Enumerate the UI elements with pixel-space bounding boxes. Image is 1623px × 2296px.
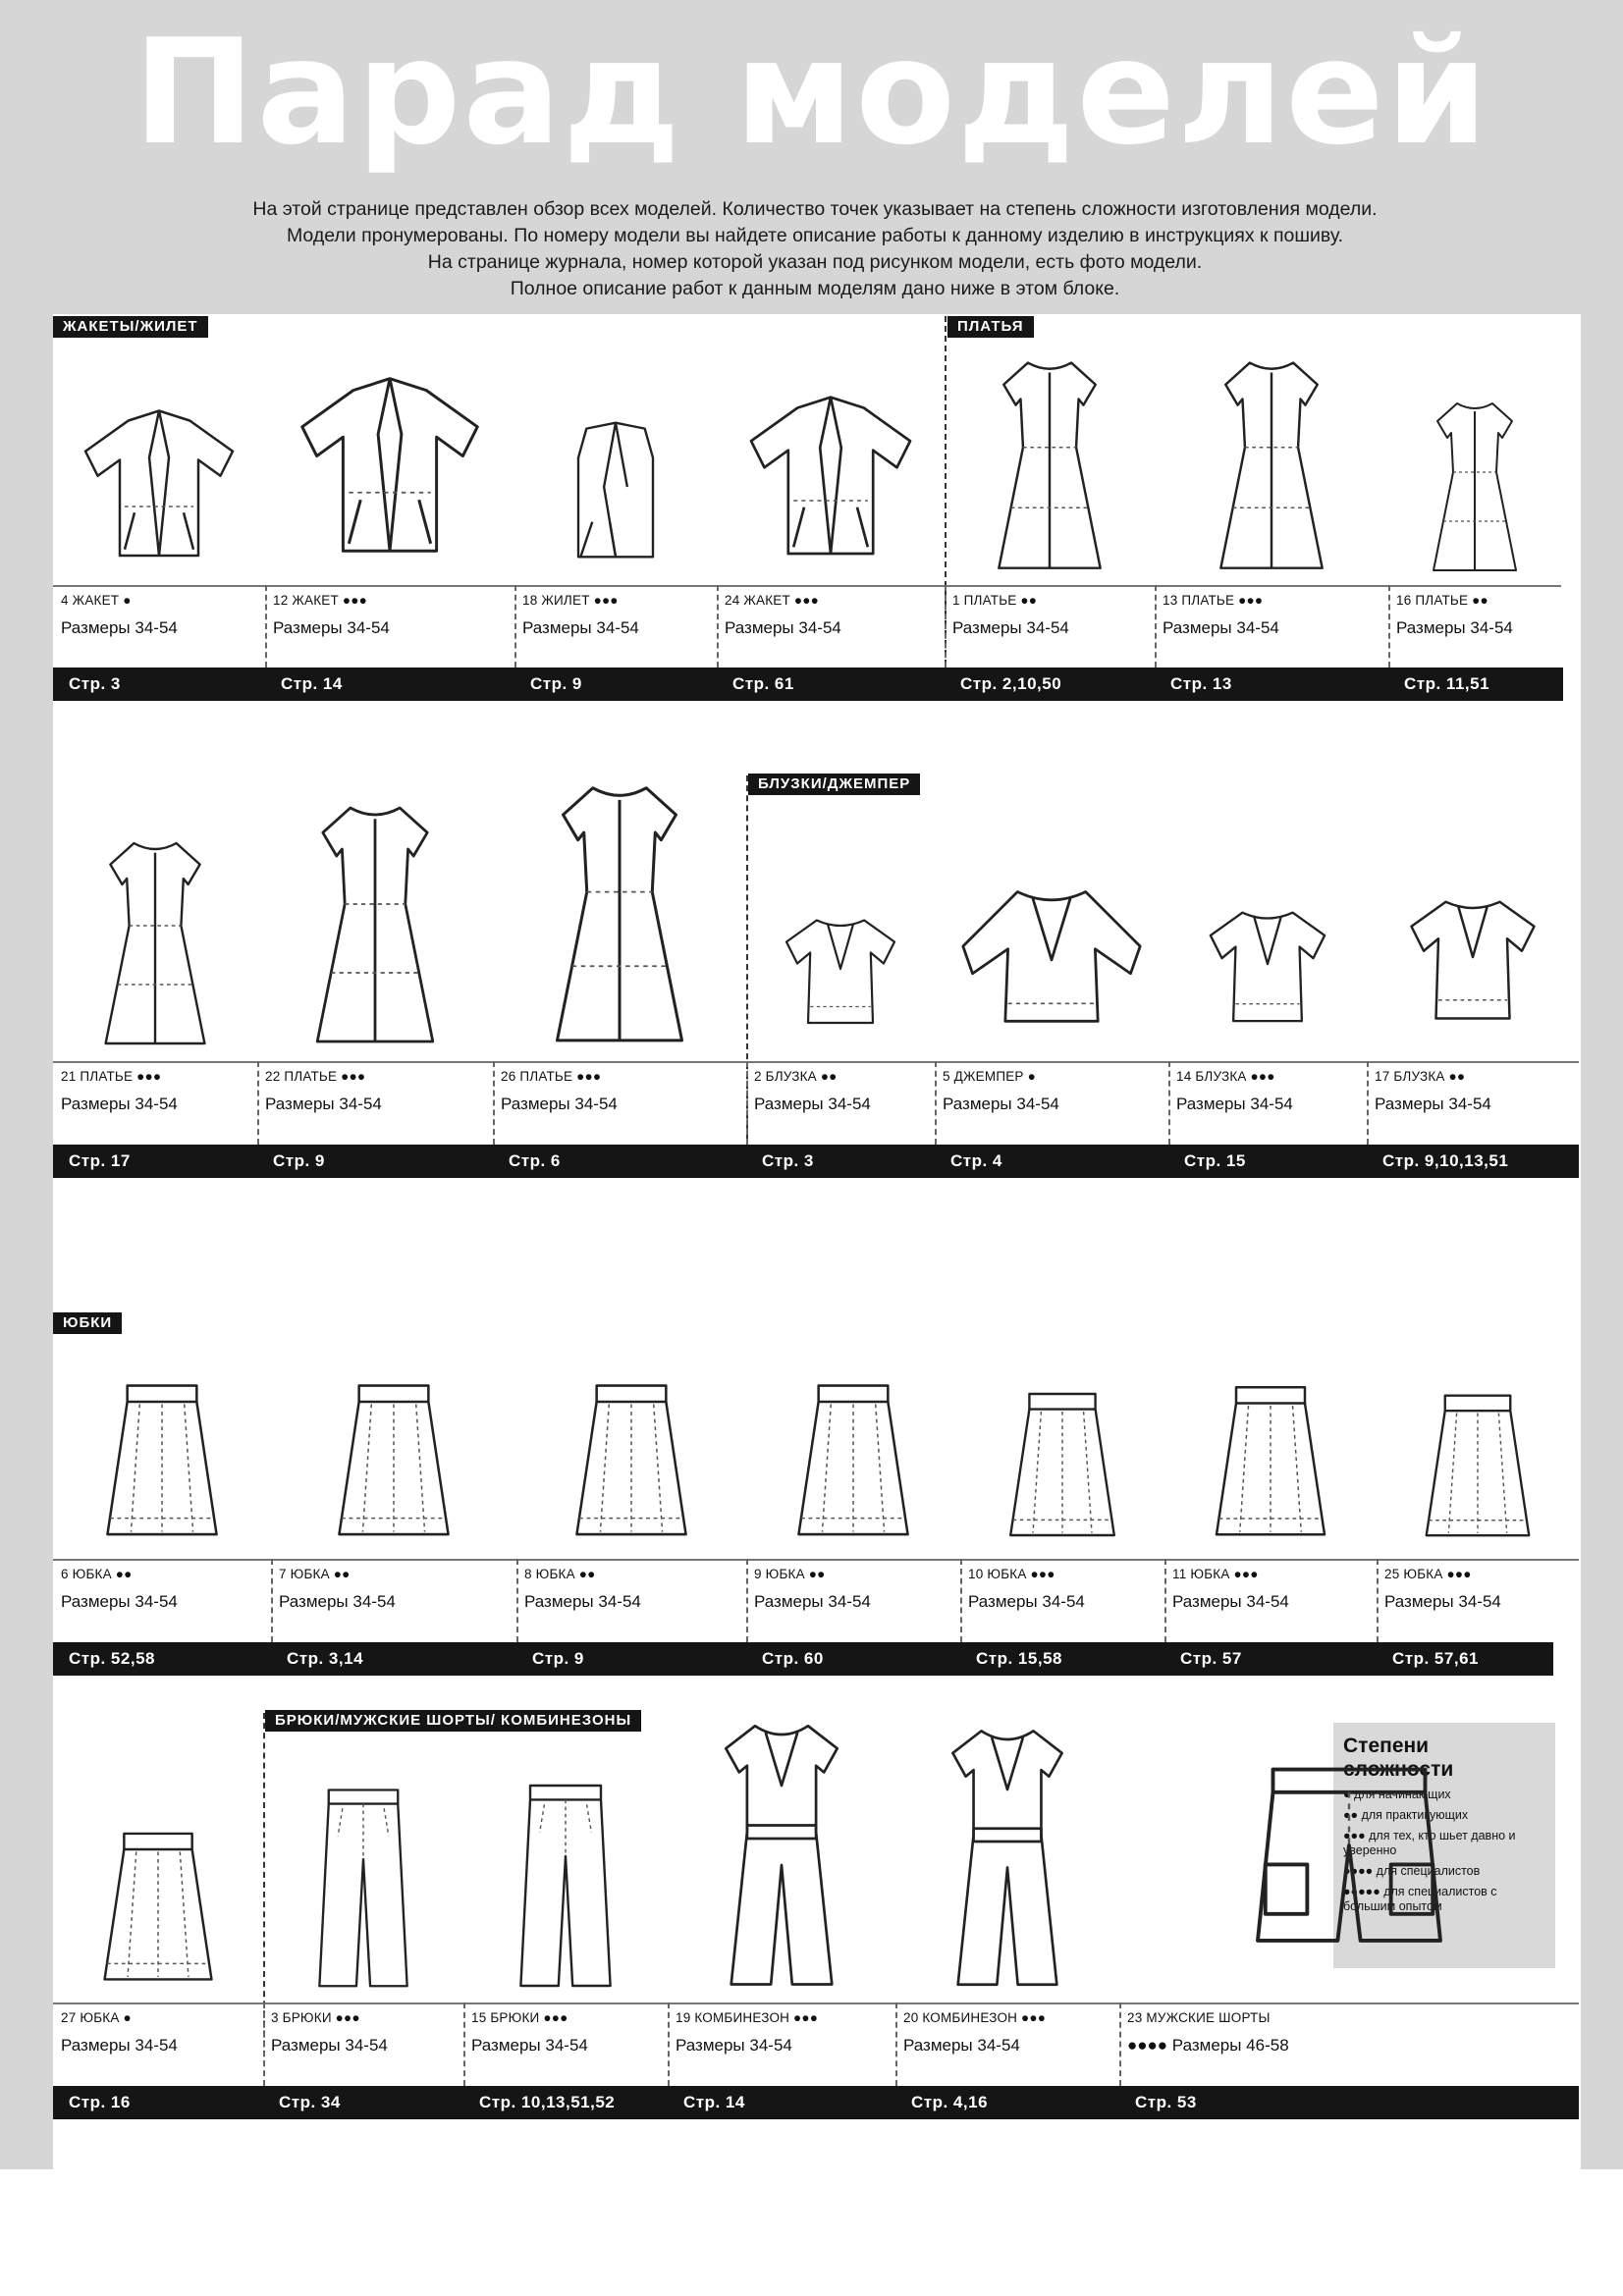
- cell-divider: [945, 585, 947, 667]
- cell-divider: [1168, 1061, 1170, 1145]
- page-reference: Стр. 53: [1135, 2093, 1197, 2111]
- model-name: 11 ЮБКА ●●●: [1172, 1567, 1259, 1581]
- cell-divider: [493, 1061, 495, 1145]
- model-sizes: Размеры 34-54: [471, 2036, 588, 2055]
- page-reference: Стр. 17: [69, 1151, 131, 1170]
- cell-divider: [935, 1061, 937, 1145]
- page-reference: Стр. 10,13,51,52: [479, 2093, 616, 2111]
- model-name: 3 БРЮКИ ●●●: [271, 2010, 360, 2025]
- model-sizes: Размеры 34-54: [754, 1592, 871, 1611]
- model-name: 22 ПЛАТЬЕ ●●●: [265, 1069, 366, 1084]
- dress-sketch: [1163, 339, 1380, 580]
- model-sizes: Размеры 34-54: [952, 618, 1069, 637]
- model-sizes: Размеры 34-54: [522, 618, 639, 637]
- cell-divider: [895, 2002, 897, 2086]
- legend-item: ● для начинающих: [1343, 1788, 1451, 1801]
- model-name: 14 БЛУЗКА ●●●: [1176, 1069, 1275, 1084]
- skirt-sketch: [1172, 1355, 1369, 1553]
- model-sizes: Размеры 34-54: [271, 2036, 388, 2055]
- blouse-sketch: [754, 756, 927, 1055]
- shorts-sketch: [1127, 1693, 1571, 1998]
- cell-divider: [1367, 1061, 1369, 1145]
- model-name: 8 ЮБКА ●●: [524, 1567, 596, 1581]
- model-sizes: Размеры 34-54: [1176, 1095, 1293, 1113]
- model-name: 19 КОМБИНЕЗОН ●●●: [676, 2010, 819, 2025]
- jumper-sketch: [943, 756, 1161, 1055]
- model-name: 1 ПЛАТЬЕ ●●: [952, 593, 1038, 608]
- model-sizes: Размеры 34-54: [968, 1592, 1085, 1611]
- skirt-sketch: [524, 1355, 738, 1553]
- row-rule: [53, 1061, 1579, 1063]
- page-ref-bar: [53, 1642, 1553, 1676]
- model-name: 4 ЖАКЕТ ●: [61, 593, 132, 608]
- model-sizes: ●●●● Размеры 46-58: [1127, 2036, 1289, 2055]
- category-label-skirts: ЮБКИ: [53, 1312, 122, 1334]
- jacket-sketch: [725, 339, 937, 580]
- page-reference: Стр. 4,16: [911, 2093, 989, 2111]
- page-reference: Стр. 14: [683, 2093, 745, 2111]
- cell-divider: [514, 585, 516, 667]
- page-reference: Стр. 13: [1170, 674, 1232, 693]
- dress-sketch: [265, 756, 485, 1055]
- page-reference: Стр. 3: [762, 1151, 814, 1170]
- model-sizes: Размеры 34-54: [61, 1095, 178, 1113]
- page-title: Парад моделей: [133, 8, 1490, 177]
- page-reference: Стр. 9: [530, 674, 582, 693]
- model-sizes: Размеры 34-54: [61, 2036, 178, 2055]
- page-reference: Стр. 57,61: [1392, 1649, 1479, 1668]
- model-sizes: Размеры 34-54: [1163, 618, 1279, 637]
- cell-divider: [668, 2002, 670, 2086]
- category-label-blouses: БЛУЗКИ/ДЖЕМПЕР: [748, 774, 920, 795]
- model-name: 17 БЛУЗКА ●●: [1375, 1069, 1466, 1084]
- cell-divider: [463, 2002, 465, 2086]
- trousers-sketch: [471, 1693, 660, 1998]
- page-reference: Стр. 11,51: [1404, 674, 1490, 693]
- skirt-sketch: [279, 1355, 509, 1553]
- model-name: 27 ЮБКА ●: [61, 2010, 132, 2025]
- model-name: 23 МУЖСКИЕ ШОРТЫ: [1127, 2010, 1271, 2025]
- page-reference: Стр. 14: [281, 674, 343, 693]
- page-reference: Стр. 3: [69, 674, 121, 693]
- model-name: 18 ЖИЛЕТ ●●●: [522, 593, 619, 608]
- cell-divider: [265, 585, 267, 667]
- blouse-sketch: [1176, 756, 1359, 1055]
- vest-sketch: [522, 339, 709, 580]
- model-name: 5 ДЖЕМПЕР ●: [943, 1069, 1036, 1084]
- page-reference: Стр. 9: [532, 1649, 584, 1668]
- model-sizes: Размеры 34-54: [501, 1095, 618, 1113]
- model-name: 15 БРЮКИ ●●●: [471, 2010, 568, 2025]
- legend-item: ●●●●● для специалистов с большим опытом: [1343, 1885, 1497, 1913]
- category-label-dresses: ПЛАТЬЯ: [947, 316, 1034, 338]
- model-sizes: Размеры 34-54: [61, 618, 178, 637]
- legend-title: Степени: [1343, 1735, 1430, 1757]
- cell-divider: [960, 1559, 962, 1642]
- page-reference: Стр. 60: [762, 1649, 824, 1668]
- jumpsuit-sketch: [903, 1693, 1111, 1998]
- model-name: 10 ЮБКА ●●●: [968, 1567, 1055, 1581]
- blouse-sketch: [1375, 756, 1571, 1055]
- page-ref-bar: [53, 1145, 1579, 1178]
- legend-item: ●●●● для специалистов: [1343, 1864, 1481, 1878]
- page-footer-margin: [0, 2169, 1623, 2296]
- cell-divider: [1388, 585, 1390, 667]
- jumpsuit-sketch: [676, 1693, 888, 1998]
- model-sizes: Размеры 34-54: [903, 2036, 1020, 2055]
- page-reference: Стр. 57: [1180, 1649, 1242, 1668]
- page-ref-bar: [53, 667, 1563, 701]
- model-sizes: Размеры 34-54: [943, 1095, 1059, 1113]
- cell-divider: [271, 1559, 273, 1642]
- intro-text: [118, 196, 1512, 302]
- legend-title: сложности: [1343, 1758, 1454, 1781]
- cell-divider: [1119, 2002, 1121, 2086]
- category-label-trousers: БРЮКИ/МУЖСКИЕ ШОРТЫ/ КОМБИНЕЗОНЫ: [265, 1710, 641, 1732]
- model-sizes: Размеры 34-54: [524, 1592, 641, 1611]
- page-reference: Стр. 52,58: [69, 1649, 155, 1668]
- skirt-sketch: [61, 1693, 255, 1998]
- row-rule: [53, 1559, 1579, 1561]
- dress-sketch: [501, 756, 738, 1055]
- cell-divider: [717, 585, 719, 667]
- page-reference: Стр. 16: [69, 2093, 131, 2111]
- page-reference: Стр. 34: [279, 2093, 341, 2111]
- page-reference: Стр. 6: [509, 1151, 561, 1170]
- row-rule: [53, 2002, 1579, 2004]
- model-sizes: Размеры 34-54: [754, 1095, 871, 1113]
- jacket-sketch: [273, 339, 507, 580]
- intro-line: На странице журнала, номер которой указан под рисунком модели, есть фото модели.: [427, 251, 1203, 273]
- model-sizes: Размеры 34-54: [1172, 1592, 1289, 1611]
- page-reference: Стр. 9,10,13,51: [1382, 1151, 1509, 1170]
- model-sizes: Размеры 34-54: [1384, 1592, 1501, 1611]
- model-sizes: Размеры 34-54: [61, 1592, 178, 1611]
- legend-item: ●● для практикующих: [1343, 1808, 1469, 1822]
- model-name: 21 ПЛАТЬЕ ●●●: [61, 1069, 162, 1084]
- intro-line: На этой странице представлен обзор всех моделей. Количество точек указывает на степень сложности изготовления модели.: [252, 198, 1378, 220]
- intro-line: Полное описание работ к данным моделям дано ниже в этом блоке.: [510, 278, 1120, 299]
- page-reference: Стр. 4: [950, 1151, 1002, 1170]
- cell-divider: [746, 1559, 748, 1642]
- model-name: 13 ПЛАТЬЕ ●●●: [1163, 593, 1264, 608]
- model-name: 6 ЮБКА ●●: [61, 1567, 133, 1581]
- model-sizes: Размеры 34-54: [265, 1095, 382, 1113]
- cell-divider: [516, 1559, 518, 1642]
- skirt-sketch: [754, 1355, 952, 1553]
- model-name: 20 КОМБИНЕЗОН ●●●: [903, 2010, 1047, 2025]
- model-sizes: Размеры 34-54: [1396, 618, 1513, 637]
- jacket-sketch: [61, 339, 257, 580]
- legend-item: ●●● для тех, кто шьет давно и уверенно: [1343, 1829, 1516, 1857]
- skirt-sketch: [1384, 1355, 1571, 1553]
- cell-divider: [1164, 1559, 1166, 1642]
- cell-divider: [1377, 1559, 1379, 1642]
- model-name: 24 ЖАКЕТ ●●●: [725, 593, 819, 608]
- cell-divider: [257, 1061, 259, 1145]
- row-rule: [53, 585, 1561, 587]
- model-name: 2 БЛУЗКА ●●: [754, 1069, 838, 1084]
- model-name: 26 ПЛАТЬЕ ●●●: [501, 1069, 602, 1084]
- page-ref-bar: [53, 2086, 1579, 2119]
- page-reference: Стр. 15: [1184, 1151, 1246, 1170]
- cell-divider: [746, 1061, 748, 1145]
- model-name: 9 ЮБКА ●●: [754, 1567, 826, 1581]
- model-sizes: Размеры 34-54: [273, 618, 390, 637]
- cell-divider: [1155, 585, 1157, 667]
- model-sizes: Размеры 34-54: [1375, 1095, 1491, 1113]
- trousers-sketch: [271, 1693, 456, 1998]
- skirt-sketch: [968, 1355, 1157, 1553]
- model-name: 7 ЮБКА ●●: [279, 1567, 351, 1581]
- model-name: 16 ПЛАТЬЕ ●●: [1396, 593, 1488, 608]
- model-name: 12 ЖАКЕТ ●●●: [273, 593, 367, 608]
- model-sizes: Размеры 34-54: [676, 2036, 792, 2055]
- cell-divider: [263, 2002, 265, 2086]
- page-reference: Стр. 3,14: [287, 1649, 364, 1668]
- page-reference: Стр. 2,10,50: [960, 674, 1062, 693]
- page-reference: Стр. 15,58: [976, 1649, 1062, 1668]
- dress-sketch: [952, 339, 1147, 580]
- model-sizes: Размеры 34-54: [725, 618, 841, 637]
- skirt-sketch: [61, 1355, 263, 1553]
- intro-line: Модели пронумерованы. По номеру модели вы найдете описание работы к данному изделию в инструкциях к пошиву.: [286, 225, 1344, 246]
- page-reference: Стр. 61: [732, 674, 794, 693]
- page-reference: Стр. 9: [273, 1151, 325, 1170]
- category-label-jackets: ЖАКЕТЫ/ЖИЛЕТ: [53, 316, 208, 338]
- dress-sketch: [61, 756, 249, 1055]
- dress-sketch: [1396, 339, 1553, 580]
- model-name: 25 ЮБКА ●●●: [1384, 1567, 1472, 1581]
- model-sizes: Размеры 34-54: [279, 1592, 396, 1611]
